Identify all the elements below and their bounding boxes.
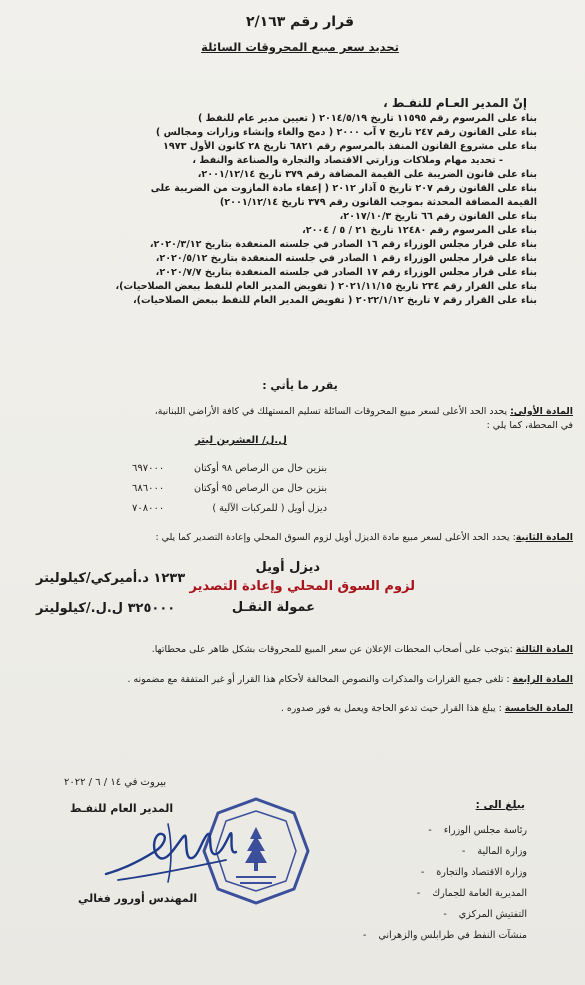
article-2-text: : يحدد الحد الأعلى لسعر مبيع مادة الديزل أويل لزوم السوق المحلي وإعادة التصدير كما يلي : [155,532,516,543]
signer-title: المدير العام للنفـط [70,802,174,815]
decides-heading: يقرر ما يأتي : [262,379,338,392]
distribution-item: منشآت النفط في طرابلس والزهراني - [363,930,527,941]
fuel-name: بنزين خال من الرصاص ٩٨ أوكتان [194,463,327,474]
basis-line: بناء على قرار مجلس الوزراء رقم ١ الصادر في جلسته المنعقدة بتاريخ ٢٠٢٠/٥/١٢، [155,253,537,264]
article-5-label: المادة الخامسة [504,703,573,714]
article-2 [13,530,573,545]
article-2-label: المادة الثانية [515,532,573,543]
decision-subtitle-text: تحديد سعر مبيع المحروقات السائلة [201,40,399,54]
article-4-text: : تلغى جميع القرارات والمذكرات والنصوص المخالفة لأحكام هذا القرار أو غير المتفقة مع مضمونه . [127,674,513,685]
basis-line: بناء على القانون رقم ٦٦ تاريخ ٢٠١٧/١٠/٣، [339,211,537,222]
diesel-usd-price: ١٢٣٣ د.أميركي/كيلوليتر [36,571,186,586]
article-1-text: يحدد الحد الأعلى لسعر مبيع المحروقات السائلة تسليم المستهلك في كافة الأراضي اللبنانية، [154,406,511,417]
signer-name: المهندس أورور فغالي [78,892,198,905]
article-4 [13,672,573,687]
basis-line: بناء على القرار رقم ٢٣٤ تاريخ ٢٠٢١/١١/١٥ ( تفويض المدير العام للنفط ببعض الصلاحيات)، [115,281,537,292]
basis-line: بناء على القانون رقم ٢٤٧ تاريخ ٧ آب ٢٠٠٠ ( دمج والغاء وإنشاء وزارات ومجالس ) [155,127,537,138]
diesel-usage: لزوم السوق المحلي وإعادة التصدير [189,579,415,594]
transport-commission-value: ٣٢٥٠٠٠ ل.ل./كيلوليتر [36,601,176,616]
fuel-price: ٧٠٨٠٠٠ [132,503,165,514]
basis-line: بناء على القرار رقم ٧ تاريخ ٢٠٢٢/١/١٢ ( تفويض المدير العام للنفط ببعض الصلاحيات)، [133,295,537,306]
fuel-price: ٦٩٧٠٠٠ [132,463,165,474]
issuer-heading: إنّ المدير العـام للنفـط ، [383,96,527,110]
basis-line: القيمة المضافة المحدثة بموجب القانون رقم ٣٧٩ تاريخ ٢٠٠١/١٢/١٤) [219,197,537,208]
diesel-product: ديزل أويل [255,560,320,575]
decision-title: قرار رقم ٢/١٦٣ [246,14,354,30]
article-3-text: :يتوجب على أصحاب المحطات الإعلان عن سعر المبيع للمحروقات بشكل ظاهر على محطاتها. [151,644,516,655]
basis-line: بناء على مشروع القانون المنفذ بالمرسوم رقم ٦٨٢١ تاريخ ٢٨ كانون الأول ١٩٧٣ [163,141,537,152]
fuel-name: بنزين خال من الرصاص ٩٥ أوكتان [194,483,327,494]
distribution-item: رئاسة مجلس الوزراء - [428,825,527,836]
distribution-item: وزارة المالية - [462,846,527,857]
basis-line: بناء على القانون رقم ٢٠٧ تاريخ ٥ آذار ٢٠١٢ ( إعفاء مادة المازوت من الضريبة على [150,183,537,194]
article-5-text: : يبلغ هذا القرار حيث تدعو الحاجة ويعمل به فور صدوره . [280,703,505,714]
article-1-label: المادة الأولى: [510,406,573,417]
article-1-continued: في المحطة، كما يلي : [486,420,573,431]
price-unit-header: ل.ل/ العشرين ليتر [195,435,287,446]
transport-commission-label: عمولة النقـل [231,600,315,615]
basis-line: بناء على المرسوم رقم ١١٥٩٥ تاريخ ٢٠١٤/٥/١٩ ( تعيين مدير عام للنفط ) [197,113,537,124]
article-4-label: المادة الرابعة [512,674,573,685]
basis-line: بناء على قرار مجلس الوزراء رقم ١٧ الصادر في جلسته المنعقدة بتاريخ ٢٠٢٠/٧/٧، [155,267,537,278]
article-1 [13,404,573,419]
handwritten-signature-icon [98,812,248,892]
article-3-label: المادة الثالثة [515,644,573,655]
distribution-item: وزارة الاقتصاد والتجارة - [421,867,527,878]
decision-subtitle [120,40,480,54]
place-date: بيروت في ١٤ / ٦ / ٢٠٢٢ [64,777,167,788]
basis-line: - تحديد مهام وملاكات وزارتي الاقتصاد والتجارة والصناعة والنفط ، [192,155,503,166]
distribution-heading: يبلغ الى : [475,799,525,811]
article-3 [13,642,573,657]
article-5 [13,701,573,716]
basis-line: بناء على قرار مجلس الوزراء رقم ١٦ الصادر في جلسته المنعقدة بتاريخ ٢٠٢٠/٣/١٢، [149,239,537,250]
basis-line: بناء على قانون الضريبة على القيمة المضافة رقم ٣٧٩ تاريخ ٢٠٠١/١٢/١٤، [197,169,537,180]
distribution-item: التفتيش المركزي - [443,909,527,920]
fuel-name: ديزل أويل ( للمركبات الآلية ) [212,503,327,514]
fuel-price: ٦٨٦٠٠٠ [132,483,165,494]
distribution-item: المديرية العامة للجمارك - [417,888,527,899]
basis-line: بناء على المرسوم رقم ١٢٤٨٠ تاريخ ٢١ / ٥ / ٢٠٠٤، [302,225,537,236]
